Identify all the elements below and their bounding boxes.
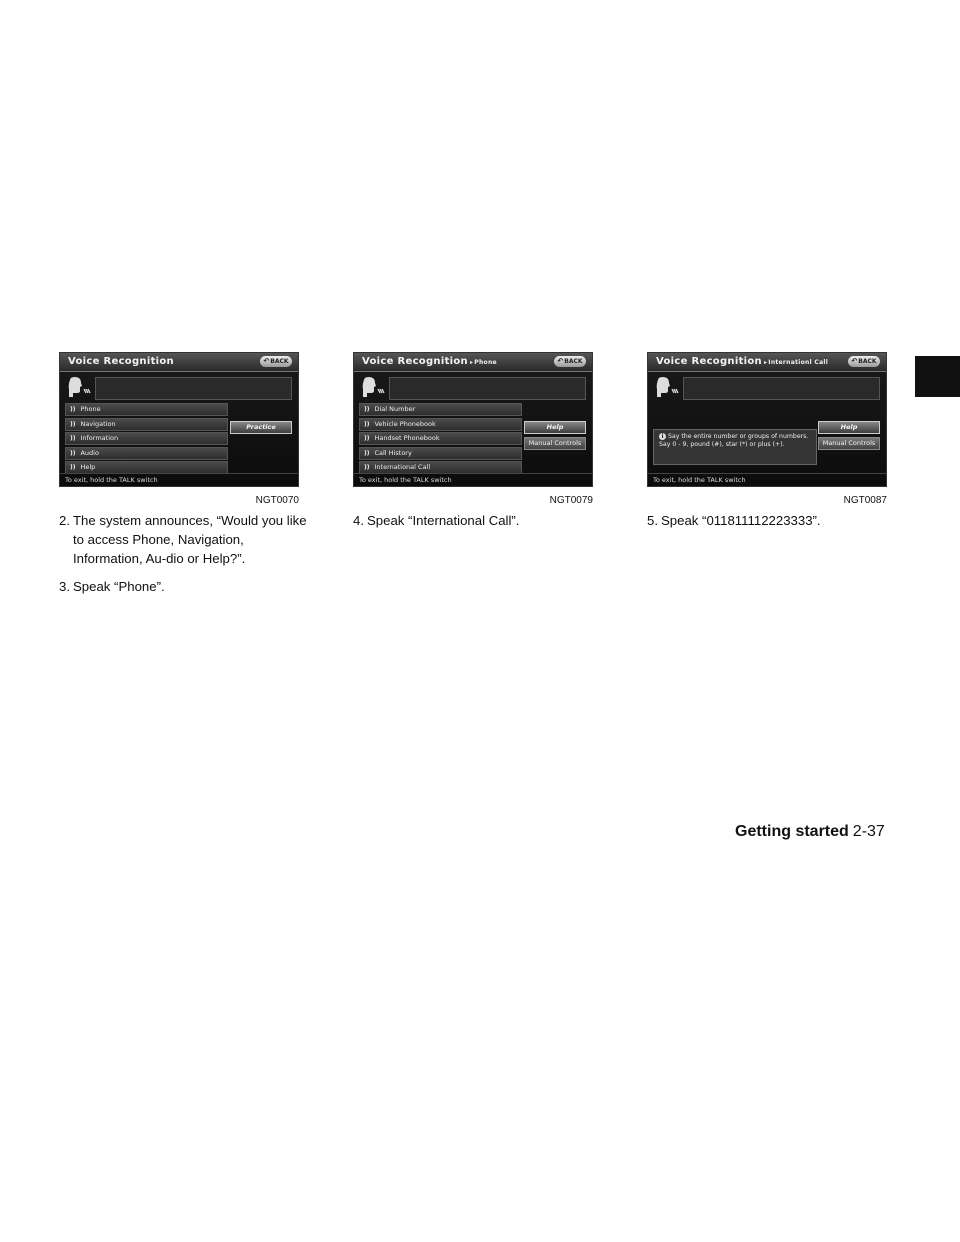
voice-command-icon: ))	[70, 449, 76, 457]
screen-title: Voice Recognition▸ Internationl Call	[656, 356, 828, 367]
voice-command-icon: ))	[364, 420, 370, 428]
menu-item-dial-number[interactable]: )) Dial Number	[359, 403, 522, 416]
voice-recognition-international-call-screen	[647, 352, 887, 487]
recognition-message-box	[95, 377, 292, 400]
voice-command-icon: ))	[70, 464, 76, 472]
screen-title-bar	[354, 353, 592, 372]
menu-item-help[interactable]: )) Help	[65, 461, 228, 474]
speaking-head-icon	[67, 377, 91, 399]
screen-title-bar	[648, 353, 886, 372]
menu-item-handset-phonebook[interactable]: )) Handset Phonebook	[359, 432, 522, 445]
menu-item-international-call[interactable]: )) International Call	[359, 461, 522, 474]
manual-controls-button[interactable]: Manual Controls	[524, 437, 586, 450]
menu-item-call-history[interactable]: )) Call History	[359, 447, 522, 460]
info-icon: i	[659, 433, 666, 440]
steps-column-1	[59, 511, 309, 605]
voice-command-icon: ))	[364, 449, 370, 457]
instruction-text: Say the entire number or groups of numbers. Say 0 - 9, pound (#), star (*) or plus (+).	[659, 433, 809, 448]
menu-item-audio[interactable]: )) Audio	[65, 447, 228, 460]
screen-title: Voice Recognition▸ Phone	[362, 356, 497, 367]
screen-title-bar	[60, 353, 298, 372]
back-button[interactable]: ↶BACK	[848, 356, 880, 367]
back-button[interactable]: ↶BACK	[260, 356, 292, 367]
step-item: 5. Speak “011811112223333”.	[647, 513, 821, 528]
figure-caption: NGT0087	[843, 495, 887, 506]
steps-column-3	[647, 511, 897, 539]
recognition-message-box	[683, 377, 880, 400]
step-item: 3. Speak “Phone”.	[59, 579, 165, 594]
step-item: 4. Speak “International Call”.	[353, 513, 520, 528]
manual-controls-button[interactable]: Manual Controls	[818, 437, 880, 450]
recognition-message-box	[389, 377, 586, 400]
figure-caption: NGT0079	[549, 495, 593, 506]
page-number: 2-37	[852, 823, 885, 840]
practice-button[interactable]: Practice	[230, 421, 292, 434]
voice-command-icon: ))	[70, 435, 76, 443]
voice-recognition-screen	[59, 352, 299, 487]
back-arrow-icon: ↶	[263, 357, 270, 365]
screen-footer: To exit, hold the TALK switch	[60, 473, 298, 486]
voice-command-icon: ))	[70, 420, 76, 428]
command-list	[359, 403, 522, 476]
voice-recognition-phone-screen	[353, 352, 593, 487]
steps-column-2	[353, 511, 603, 539]
speaking-head-icon	[655, 377, 679, 399]
screen-breadcrumb: ▸ Phone	[470, 359, 497, 366]
menu-item-information[interactable]: )) Information	[65, 432, 228, 445]
voice-command-icon: ))	[364, 435, 370, 443]
section-name: Getting started	[735, 823, 849, 840]
screen-footer: To exit, hold the TALK switch	[648, 473, 886, 486]
instruction-box	[653, 429, 817, 465]
figure-ngt0087	[647, 352, 887, 506]
back-arrow-icon: ↶	[557, 357, 564, 365]
command-list	[65, 403, 228, 476]
menu-item-navigation[interactable]: )) Navigation	[65, 418, 228, 431]
speaking-head-icon	[361, 377, 385, 399]
chapter-tab	[915, 356, 960, 397]
screen-title: Voice Recognition	[68, 356, 174, 367]
screen-footer: To exit, hold the TALK switch	[354, 473, 592, 486]
help-button[interactable]: Help	[524, 421, 586, 434]
back-arrow-icon: ↶	[851, 357, 858, 365]
page-footer	[735, 823, 885, 841]
menu-item-vehicle-phonebook[interactable]: )) Vehicle Phonebook	[359, 418, 522, 431]
figure-ngt0070	[59, 352, 299, 506]
step-item: 2. The system announces, “Would you like to access Phone, Navigation, Information, Au-dio or Help?”.	[59, 513, 307, 566]
voice-command-icon: ))	[364, 406, 370, 413]
back-button[interactable]: ↶BACK	[554, 356, 586, 367]
menu-item-phone[interactable]: )) Phone	[65, 403, 228, 416]
voice-command-icon: ))	[70, 406, 76, 413]
screen-breadcrumb: ▸ Internationl Call	[764, 359, 828, 366]
help-button[interactable]: Help	[818, 421, 880, 434]
figure-caption: NGT0070	[255, 495, 299, 506]
figure-ngt0079	[353, 352, 593, 506]
voice-command-icon: ))	[364, 464, 370, 472]
